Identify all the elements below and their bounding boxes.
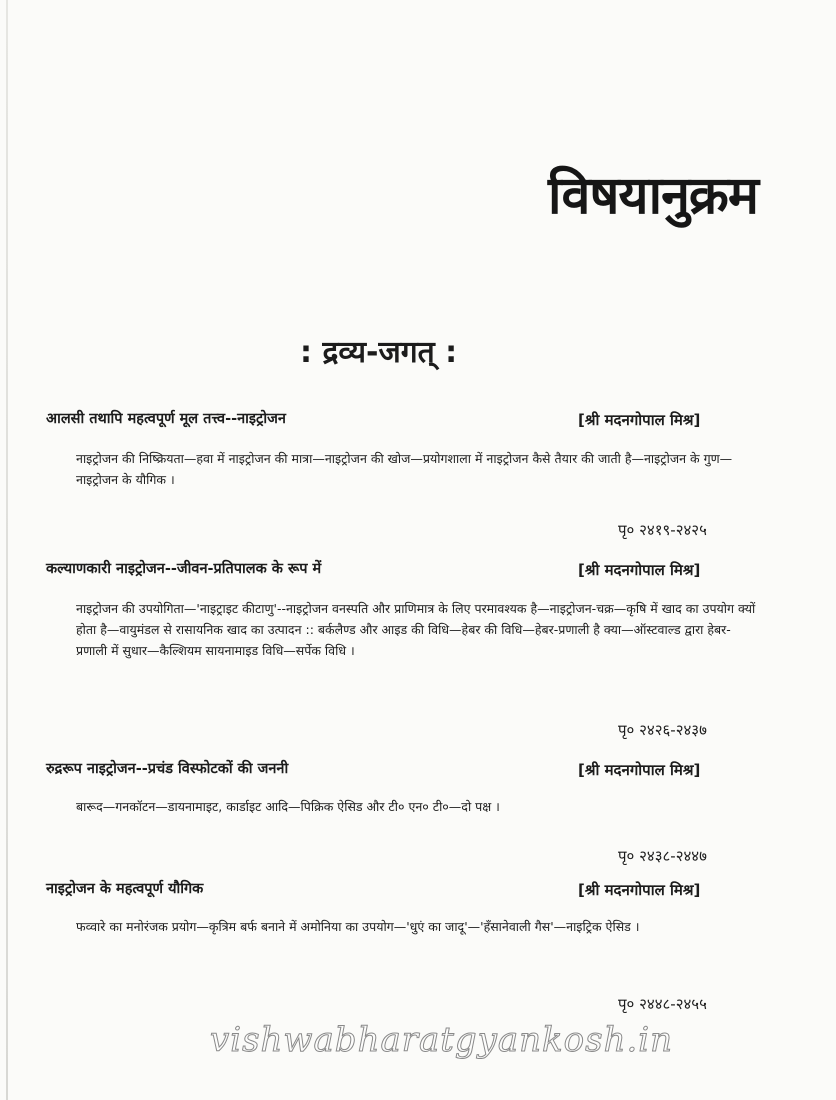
entry-title: रुद्ररूप नाइट्रोजन--प्रचंड विस्फोटकों की जननी xyxy=(46,761,289,777)
entry-page-range: पृ० २४४८-२४५५ xyxy=(618,995,707,1013)
page-edge xyxy=(6,0,8,1100)
entry-author: [श्री मदनगोपाल मिश्र] xyxy=(578,761,701,779)
watermark: vishwabharatgyankosh.in xyxy=(210,1020,674,1060)
entry-page-range: पृ० २४२६-२४३७ xyxy=(618,721,707,739)
page-heading: विषयानुक्रम xyxy=(548,166,758,226)
entry-page-range: पृ० २४३८-२४४७ xyxy=(618,847,707,865)
entry-title: कल्याणकारी नाइट्रोजन--जीवन-प्रतिपालक के रूप में xyxy=(46,561,322,577)
section-title: : द्रव्य-जगत् : xyxy=(300,335,458,370)
entry-description: फव्वारे का मनोरंजक प्रयोग—कृत्रिम बर्फ बनाने में अमोनिया का उपयोग—'धुएं का जादू'—'हँसानेवाली गैस'—नाइट्रिक ऐसिड । xyxy=(76,919,640,934)
entry-page-range: पृ० २४१९-२४२५ xyxy=(618,521,707,539)
entry-title: नाइट्रोजन के महत्वपूर्ण यौगिक xyxy=(46,881,204,897)
entry-author: [श्री मदनगोपाल मिश्र] xyxy=(578,411,701,429)
entry-description: नाइट्रोजन की उपयोगिता—'नाइट्राइट कीटाणु'--नाइट्रोजन वनस्पति और प्राणिमात्र के लिए परमावश्यक है—नाइट्रोजन-चक्र—कृषि में खाद का उपयोग क्यों होता है—वायुमंडल से रासायनिक खाद का उत्पादन :: बर्कलैण्ड और आइड की विधि—हेबर की विधि—हेबर-प्रणाली है क्या—ऑस्टवाल्ड द्वारा हेबर-प्रणाली में सुधार—कैल्शियम सायनामाइड विधि—सर्पेक विधि । xyxy=(76,601,756,658)
entry-title: आलसी तथापि महत्वपूर्ण मूल तत्त्व--नाइट्रोजन xyxy=(46,411,286,427)
entry-description: नाइट्रोजन की निष्क्रियता—हवा में नाइट्रोजन की मात्रा—नाइट्रोजन की खोज—प्रयोगशाला में नाइट्रोजन कैसे तैयार की जाती है—नाइट्रोजन के गुण—नाइट्रोजन के यौगिक । xyxy=(76,451,733,487)
entry-author: [श्री मदनगोपाल मिश्र] xyxy=(578,561,701,579)
entry-author: [श्री मदनगोपाल मिश्र] xyxy=(578,881,701,899)
entry-description: बारूद—गनकॉटन—डायनामाइट, कार्डाइट आदि—पिक्रिक ऐसिड और टी० एन० टी०—दो पक्ष । xyxy=(76,799,500,814)
